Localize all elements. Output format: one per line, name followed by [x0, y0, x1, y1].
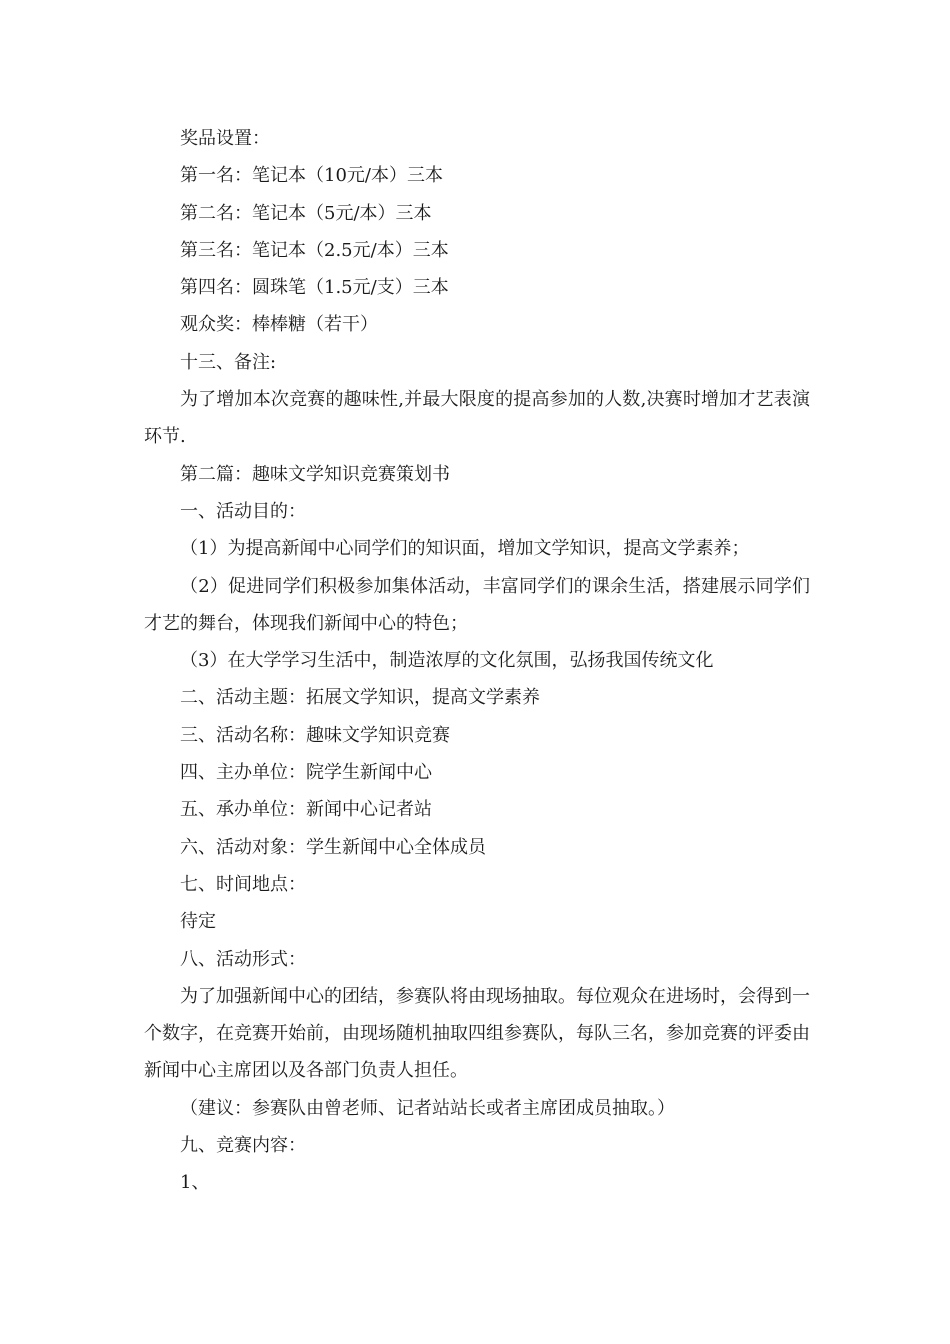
goal-1: （1）为提高新闻中心同学们的知识面，增加文学知识，提高文学素养；: [180, 538, 750, 560]
form-paragraph: 为了加强新闻中心的团结，参赛队将由现场抽取。每位观众在进场时，会得到一个数字，在竞赛开始前，由现场随机抽取四组参赛队，每队三名，参加竞赛的评委由新闻中心主席团以及各部门负责人担任。: [144, 985, 810, 1082]
time-place-value: 待定: [180, 911, 216, 933]
section-9-content: 九、竞赛内容：: [180, 1135, 306, 1157]
section-5-organizer: 五、承办单位：新闻中心记者站: [180, 799, 432, 821]
section-8-form: 八、活动形式：: [180, 948, 306, 970]
prize-first: 第一名：笔记本（10元/本）三本: [180, 165, 443, 187]
suggestion-note: （建议：参赛队由曾老师、记者站站长或者主席团成员抽取。）: [180, 1097, 675, 1119]
goal-2: （2）促进同学们积极参加集体活动，丰富同学们的课余生活，搭建展示同学们才艺的舞台，体现我们新闻中心的特色；: [144, 575, 810, 634]
section-3-name: 三、活动名称：趣味文学知识竞赛: [180, 724, 450, 746]
prize-fourth: 第四名：圆珠笔（1.5元/支）三本: [180, 277, 449, 299]
part-two-title: 第二篇：趣味文学知识竞赛策划书: [180, 463, 450, 485]
prize-heading: 奖品设置：: [180, 128, 270, 149]
prize-third: 第三名：笔记本（2.5元/本）三本: [180, 239, 449, 261]
content-item-1: 1、: [180, 1172, 210, 1194]
document-body: [144, 120, 810, 1202]
prize-second: 第二名：笔记本（5元/本）三本: [180, 202, 432, 224]
section-6-audience: 六、活动对象：学生新闻中心全体成员: [180, 836, 486, 858]
section-13-heading: 十三、备注:: [180, 351, 277, 373]
section-1-heading: 一、活动目的：: [180, 500, 306, 522]
section-7-time-place: 七、时间地点：: [180, 873, 306, 895]
prize-audience: 观众奖：棒棒糖（若干）: [180, 314, 378, 336]
section-4-host: 四、主办单位：院学生新闻中心: [180, 762, 432, 784]
goal-3: （3）在大学学习生活中，制造浓厚的文化氛围，弘扬我国传统文化: [180, 650, 714, 672]
section-2-theme: 二、活动主题：拓展文学知识，提高文学素养: [180, 687, 540, 709]
note-paragraph: 为了增加本次竞赛的趣味性,并最大限度的提高参加的人数,决赛时增加才艺表演环节.: [144, 389, 810, 448]
